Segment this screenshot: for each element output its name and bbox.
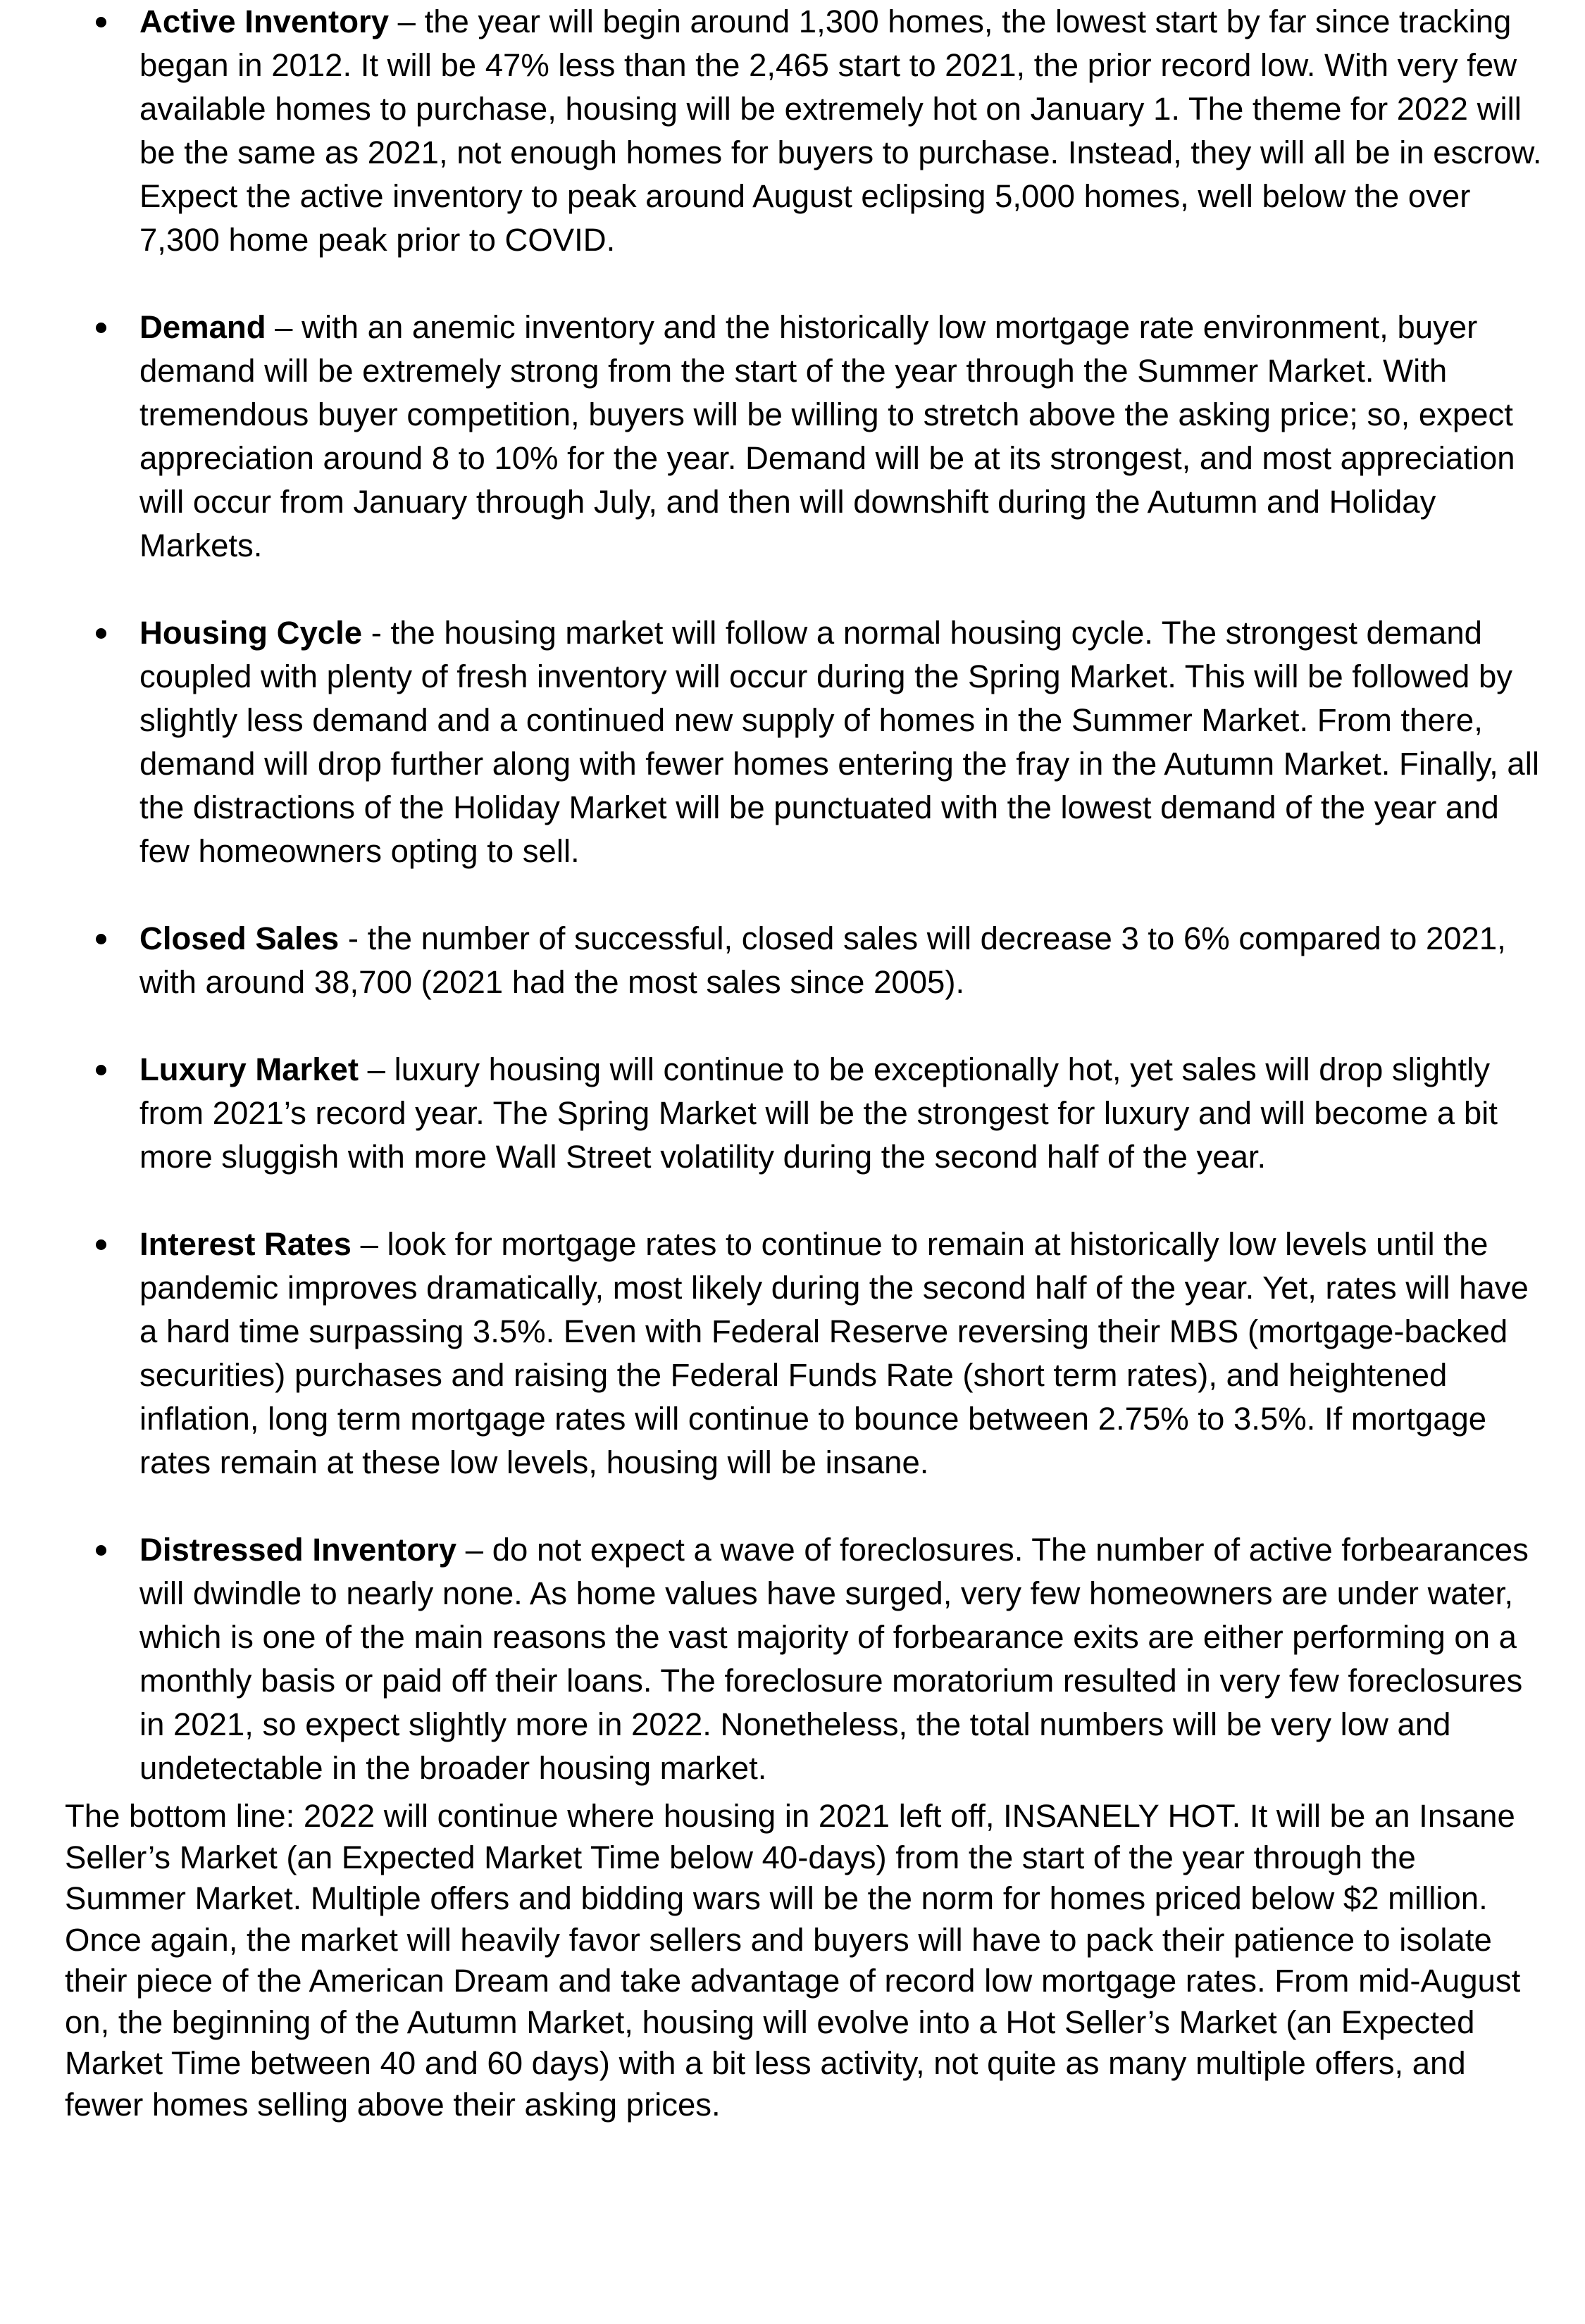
bullet-demand [65,306,1544,568]
bullet-term: Luxury Market [139,1051,359,1087]
bullet-closed-sales [65,917,1544,1004]
bullet-text: – the year will begin around 1,300 homes, the lowest start by far since tracking began in 2012. It will be 47% less than the 2,465 start to 2021, the prior record low. With very few available homes to purchase, housing will be extremely hot on January 1. The theme for 2022 will be the same as 2021, not enough homes for buyers to purchase. Instead, they will all be in escrow. Expect the active inventory to peak around August eclipsing 5,000 homes, well below the over 7,300 home peak prior to COVID. [139,4,1542,258]
bullet-text: - the housing market will follow a normal housing cycle. The strongest demand coupled with plenty of fresh inventory will occur during the Spring Market. This will be followed by slightly less demand and a continued new supply of homes in the Summer Market. From there, demand will drop further along with fewer homes entering the fray in the Autumn Market. Finally, all the distractions of the Holiday Market will be punctuated with the lowest demand of the year and few homeowners opting to sell. [139,615,1539,869]
forecast-bullet-list [65,0,1544,1790]
bullet-dot-icon [96,1239,106,1250]
bottom-line-paragraph: The bottom line: 2022 will continue where housing in 2021 left off, INSANELY HOT. It will be an Insane Seller’s Market (an Expected Market Time below 40-days) from the start of the year through the Summer Market. Multiple offers and bidding wars will be the norm for homes priced below $2 million. Once again, the market will heavily favor sellers and buyers will have to pack their patience to isolate their piece of the American Dream and take advantage of record low mortgage rates. From mid-August on, the beginning of the Autumn Market, housing will evolve into a Hot Seller’s Market (an Expected Market Time between 40 and 60 days) with a bit less activity, not quite as many multiple offers, and fewer homes selling above their asking prices. [65,1798,1521,2123]
bullet-housing-cycle [65,611,1544,873]
bullet-term: Housing Cycle [139,615,363,651]
bullet-text: - the number of successful, closed sales will decrease 3 to 6% compared to 2021, with around 38,700 (2021 had the most sales since 2005). [139,920,1506,1000]
bullet-dot-icon [96,1065,106,1075]
bullet-luxury-market [65,1048,1544,1179]
bullet-dot-icon [96,1545,106,1556]
bullet-term: Demand [139,309,266,345]
bullet-dot-icon [96,17,106,27]
bullet-term: Interest Rates [139,1226,352,1262]
bullet-interest-rates [65,1223,1544,1485]
bullet-active-inventory [65,0,1544,262]
bullet-distressed-inventory [65,1528,1544,1790]
bullet-dot-icon [96,323,106,333]
bullet-term: Active Inventory [139,4,390,39]
bullet-text: – look for mortgage rates to continue to remain at historically low levels until the pandemic improves dramatically, most likely during the second half of the year. Yet, rates will have a hard time surpassing 3.5%. Even with Federal Reserve reversing their MBS (mortgage-backed securities) purchases and raising the Federal Funds Rate (short term rates), and heightened inflation, long term mortgage rates will continue to bounce between 2.75% to 3.5%. If mortgage rates remain at these low levels, housing will be insane. [139,1226,1529,1480]
bullet-text: – do not expect a wave of foreclosures. The number of active forbearances will dwindle to nearly none. As home values have surged, very few homeowners are under water, which is one of the main reasons the vast majority of forbearance exits are either performing on a monthly basis or paid off their loans. The foreclosure moratorium resulted in very few foreclosures in 2021, so expect slightly more in 2022. Nonetheless, the total numbers will be very low and undetectable in the broader housing market. [139,1532,1529,1786]
bullet-text: – with an anemic inventory and the historically low mortgage rate environment, buyer demand will be extremely strong from the start of the year through the Summer Market. With tremendous buyer competition, buyers will be willing to stretch above the asking price; so, expect appreciation around 8 to 10% for the year. Demand will be at its strongest, and most appreciation will occur from January through July, and then will downshift during the Autumn and Holiday Markets. [139,309,1515,563]
bullet-term: Closed Sales [139,920,340,956]
bullet-dot-icon [96,628,106,639]
bullet-dot-icon [96,934,106,944]
bullet-term: Distressed Inventory [139,1532,457,1568]
bullet-text: – luxury housing will continue to be exceptionally hot, yet sales will drop slightly from 2021’s record year. The Spring Market will be the strongest for luxury and will become a bit more sluggish with more Wall Street volatility during the second half of the year. [139,1051,1498,1175]
